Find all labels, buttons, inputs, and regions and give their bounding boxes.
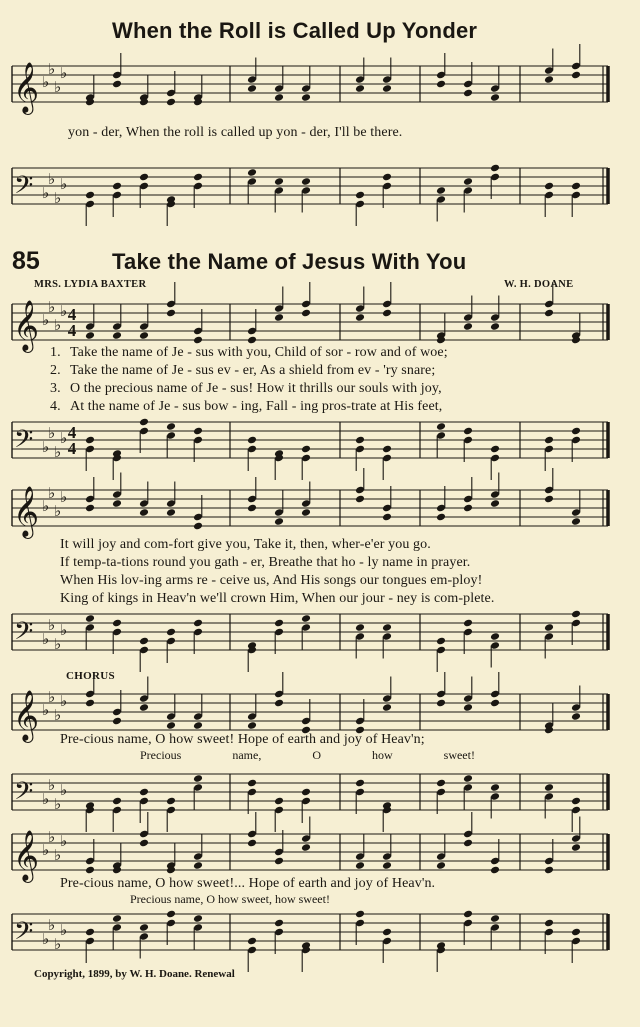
flat-icon: ♭ xyxy=(60,832,68,850)
notehead xyxy=(274,177,284,186)
flat-icon: ♭ xyxy=(60,488,68,506)
notehead xyxy=(571,71,581,80)
notehead xyxy=(166,721,176,730)
verse-line xyxy=(50,381,448,399)
verse-line: It will joy and com-fort give you, Take it, then, wher-e'er you go. xyxy=(60,537,431,552)
notehead xyxy=(193,427,203,436)
top-hymn-title: When the Roll is Called Up Yonder xyxy=(112,18,478,43)
flat-icon: ♭ xyxy=(42,930,50,948)
notehead xyxy=(247,839,257,848)
hymn-title: Take the Name of Jesus With You xyxy=(112,249,467,274)
treble-staff-graphic xyxy=(0,58,640,114)
notehead xyxy=(112,914,122,923)
flat-icon: ♭ xyxy=(54,78,62,96)
hymn-composer: W. H. DOANE xyxy=(504,279,574,290)
notehead xyxy=(382,445,392,454)
chorus-line-1-bass-text: Precious name, O how sweet! xyxy=(140,748,475,762)
notehead xyxy=(301,445,311,454)
notehead xyxy=(247,168,257,177)
notehead xyxy=(193,336,203,345)
chorus-line-1: Pre-cious name, O how sweet! Hope of earth and joy of Heav'n; xyxy=(60,732,425,747)
notehead xyxy=(490,93,500,102)
treble-clef-icon: 𝄞 xyxy=(13,300,40,351)
notehead xyxy=(301,309,311,318)
notehead xyxy=(571,928,581,937)
time-signature-bottom: 4 xyxy=(67,439,77,458)
bass-clef-icon: 𝄢 xyxy=(14,171,34,206)
notehead xyxy=(355,495,365,504)
flat-icon: ♭ xyxy=(60,921,68,939)
notehead xyxy=(85,866,95,875)
notehead xyxy=(166,797,176,806)
bass-staff-graphic xyxy=(0,766,640,822)
notehead xyxy=(463,910,473,919)
notehead xyxy=(274,619,284,628)
verse-text: Take the name of Je - sus with you, Child of sor - row and of woe; xyxy=(70,345,448,360)
flat-icon: ♭ xyxy=(54,706,62,724)
bass-staff-graphic xyxy=(0,606,640,662)
notehead xyxy=(382,84,392,93)
chorus2-treble-staff xyxy=(0,826,640,882)
treble-clef-icon: 𝄞 xyxy=(13,62,40,113)
notehead xyxy=(544,919,554,928)
notehead xyxy=(463,703,473,712)
notehead xyxy=(571,182,581,191)
notehead xyxy=(301,614,311,623)
verse-number: 2. xyxy=(50,363,61,378)
notehead xyxy=(193,861,203,870)
notehead xyxy=(571,797,581,806)
flat-icon: ♭ xyxy=(42,184,50,202)
flat-icon: ♭ xyxy=(48,916,56,934)
notehead xyxy=(139,923,149,932)
notehead xyxy=(139,788,149,797)
flat-icon: ♭ xyxy=(42,497,50,515)
copyright-notice: Copyright, 1899, by W. H. Doane. Renewal xyxy=(34,968,235,980)
flat-icon: ♭ xyxy=(48,616,56,634)
flat-icon: ♭ xyxy=(42,701,50,719)
notehead xyxy=(247,336,257,345)
notehead xyxy=(463,427,473,436)
time-signature-treble xyxy=(66,307,78,339)
notehead xyxy=(463,89,473,98)
flat-icon: ♭ xyxy=(60,175,68,193)
bass-clef-icon: 𝄢 xyxy=(14,617,34,652)
notehead xyxy=(193,774,203,783)
notehead xyxy=(247,504,257,513)
notehead xyxy=(382,861,392,870)
notehead xyxy=(274,857,284,866)
notehead xyxy=(571,712,581,721)
notehead xyxy=(139,418,149,427)
notehead xyxy=(166,309,176,318)
flat-icon: ♭ xyxy=(48,484,56,502)
notehead xyxy=(382,703,392,712)
notehead xyxy=(544,182,554,191)
flat-icon: ♭ xyxy=(54,189,62,207)
notehead xyxy=(85,504,95,513)
verse-text: O the precious name of Je - sus! How it thrills our souls with joy, xyxy=(70,381,442,396)
notehead xyxy=(85,191,95,200)
notehead xyxy=(274,93,284,102)
flat-icon: ♭ xyxy=(42,438,50,456)
time-signature-top: 4 xyxy=(67,423,77,442)
notehead xyxy=(301,843,311,852)
notehead xyxy=(544,309,554,318)
notehead xyxy=(436,186,446,195)
verse-line xyxy=(50,363,448,381)
bass-staff-graphic xyxy=(0,414,640,470)
notehead xyxy=(274,699,284,708)
notehead xyxy=(490,914,500,923)
notehead xyxy=(112,619,122,628)
treble-staff-graphic xyxy=(0,826,640,882)
notehead xyxy=(139,839,149,848)
verse-text: Take the name of Je - sus ev - er, As a shield from ev - 'ry snare; xyxy=(70,363,436,378)
treble-staff-graphic xyxy=(0,296,640,352)
time-signature-bottom: 4 xyxy=(67,321,77,340)
treble-clef-icon: 𝄞 xyxy=(13,486,40,537)
top-bass-staff xyxy=(0,160,640,216)
notehead xyxy=(490,164,500,173)
hymn-number: 85 xyxy=(12,247,40,275)
flat-icon: ♭ xyxy=(48,688,56,706)
verse-block-2 xyxy=(60,537,494,609)
notehead xyxy=(274,919,284,928)
notehead xyxy=(544,495,554,504)
notehead xyxy=(436,513,446,522)
notehead xyxy=(382,623,392,632)
notehead xyxy=(112,80,122,89)
notehead xyxy=(166,628,176,637)
notehead xyxy=(85,436,95,445)
verse-line: King of kings in Heav'n we'll crown Him, When our jour - ney is com-plete. xyxy=(60,591,495,606)
notehead xyxy=(436,80,446,89)
notehead xyxy=(85,928,95,937)
verse-number: 3. xyxy=(50,381,61,396)
time-signature-top: 4 xyxy=(67,305,77,324)
notehead xyxy=(490,866,500,875)
notehead xyxy=(355,191,365,200)
notehead xyxy=(490,445,500,454)
top-lyric-line: yon - der, When the roll is called up yon - der, I'll be there. xyxy=(68,125,403,140)
notehead xyxy=(112,331,122,340)
notehead xyxy=(247,721,257,730)
flat-icon: ♭ xyxy=(42,73,50,91)
flat-icon: ♭ xyxy=(54,935,62,953)
notehead xyxy=(571,610,581,619)
notehead xyxy=(463,774,473,783)
notehead xyxy=(463,619,473,628)
flat-icon: ♭ xyxy=(60,429,68,447)
notehead xyxy=(166,422,176,431)
flat-icon: ♭ xyxy=(60,781,68,799)
notehead xyxy=(436,637,446,646)
notehead xyxy=(544,436,554,445)
verse-line xyxy=(50,345,448,363)
chorus-line-2-bass-text: Precious name, O how sweet, how sweet! xyxy=(130,892,330,906)
flat-icon: ♭ xyxy=(48,298,56,316)
flat-icon: ♭ xyxy=(48,424,56,442)
flat-icon: ♭ xyxy=(42,841,50,859)
verse-line: When His lov-ing arms re - ceive us, And His songs our tongues em-ploy! xyxy=(60,573,483,588)
notehead xyxy=(193,914,203,923)
notehead xyxy=(139,703,149,712)
notehead xyxy=(274,797,284,806)
flat-icon: ♭ xyxy=(48,60,56,78)
flat-icon: ♭ xyxy=(54,846,62,864)
notehead xyxy=(301,788,311,797)
notehead xyxy=(193,721,203,730)
bass-clef-icon: 𝄢 xyxy=(14,425,34,460)
notehead xyxy=(247,84,257,93)
notehead xyxy=(382,309,392,318)
verse-block-1 xyxy=(50,345,448,417)
notehead xyxy=(571,843,581,852)
notehead xyxy=(247,937,257,946)
notehead xyxy=(490,322,500,331)
notehead xyxy=(544,75,554,84)
bass-clef-icon: 𝄢 xyxy=(14,917,34,952)
notehead xyxy=(139,508,149,517)
notehead xyxy=(436,422,446,431)
flat-icon: ♭ xyxy=(42,790,50,808)
chorus1-bass-staff xyxy=(0,766,640,822)
notehead xyxy=(85,614,95,623)
notehead xyxy=(571,517,581,526)
treble-clef-icon: 𝄞 xyxy=(13,830,40,881)
notehead xyxy=(166,508,176,517)
flat-icon: ♭ xyxy=(54,795,62,813)
notehead xyxy=(544,623,554,632)
notehead xyxy=(166,98,176,107)
notehead xyxy=(436,779,446,788)
bass-staff-graphic xyxy=(0,160,640,216)
notehead xyxy=(544,783,554,792)
verse-text: At the name of Je - sus bow - ing, Fall - ing pros-trate at His feet, xyxy=(70,399,443,414)
notehead xyxy=(355,313,365,322)
notehead xyxy=(166,910,176,919)
notehead xyxy=(85,699,95,708)
notehead xyxy=(463,177,473,186)
notehead xyxy=(355,910,365,919)
verse-number: 4. xyxy=(50,399,61,414)
notehead xyxy=(490,499,500,508)
flat-icon: ♭ xyxy=(60,692,68,710)
system2-bass-staff xyxy=(0,606,640,662)
verse-line: If temp-ta-tions round you gath - er, Breathe that ho - ly name in prayer. xyxy=(60,555,471,570)
notehead xyxy=(382,173,392,182)
bass-staff-graphic xyxy=(0,906,640,962)
chorus-label: CHORUS xyxy=(66,670,115,682)
treble-clef-icon: 𝄞 xyxy=(13,690,40,741)
notehead xyxy=(247,779,257,788)
notehead xyxy=(463,839,473,848)
chorus2-bass-staff xyxy=(0,906,640,962)
treble-staff-graphic xyxy=(0,482,640,538)
notehead xyxy=(490,632,500,641)
notehead xyxy=(463,322,473,331)
verse-number: 1. xyxy=(50,345,61,360)
hymn-author: MRS. LYDIA BAXTER xyxy=(34,279,147,290)
flat-icon: ♭ xyxy=(48,776,56,794)
notehead xyxy=(490,699,500,708)
notehead xyxy=(382,513,392,522)
notehead xyxy=(436,861,446,870)
notehead xyxy=(463,504,473,513)
notehead xyxy=(112,717,122,726)
flat-icon: ♭ xyxy=(42,630,50,648)
flat-icon: ♭ xyxy=(60,302,68,320)
notehead xyxy=(355,779,365,788)
flat-icon: ♭ xyxy=(48,828,56,846)
flat-icon: ♭ xyxy=(42,311,50,329)
notehead xyxy=(193,619,203,628)
notehead xyxy=(436,699,446,708)
time-signature-bass xyxy=(66,425,78,457)
notehead xyxy=(139,173,149,182)
system2-treble-staff xyxy=(0,482,640,538)
flat-icon: ♭ xyxy=(54,502,62,520)
notehead xyxy=(355,436,365,445)
notehead xyxy=(355,84,365,93)
notehead xyxy=(247,436,257,445)
chorus-line-2: Pre-cious name, O how sweet!... Hope of earth and joy of Heav'n. xyxy=(60,876,436,891)
notehead xyxy=(355,623,365,632)
notehead xyxy=(301,177,311,186)
top-treble-staff xyxy=(0,58,640,114)
notehead xyxy=(544,866,554,875)
notehead xyxy=(301,508,311,517)
flat-icon: ♭ xyxy=(48,170,56,188)
notehead xyxy=(355,861,365,870)
flat-icon: ♭ xyxy=(60,621,68,639)
notehead xyxy=(139,331,149,340)
notehead xyxy=(85,331,95,340)
notehead xyxy=(382,928,392,937)
system1-treble-staff xyxy=(0,296,640,352)
notehead xyxy=(139,637,149,646)
bass-clef-icon: 𝄢 xyxy=(14,777,34,812)
flat-icon: ♭ xyxy=(54,635,62,653)
notehead xyxy=(193,173,203,182)
flat-icon: ♭ xyxy=(54,316,62,334)
notehead xyxy=(193,522,203,531)
notehead xyxy=(490,783,500,792)
notehead xyxy=(112,499,122,508)
notehead xyxy=(112,182,122,191)
notehead xyxy=(301,93,311,102)
notehead xyxy=(274,313,284,322)
notehead xyxy=(274,517,284,526)
notehead xyxy=(112,797,122,806)
system1-bass-staff xyxy=(0,414,640,470)
flat-icon: ♭ xyxy=(54,443,62,461)
notehead xyxy=(571,427,581,436)
flat-icon: ♭ xyxy=(60,64,68,82)
